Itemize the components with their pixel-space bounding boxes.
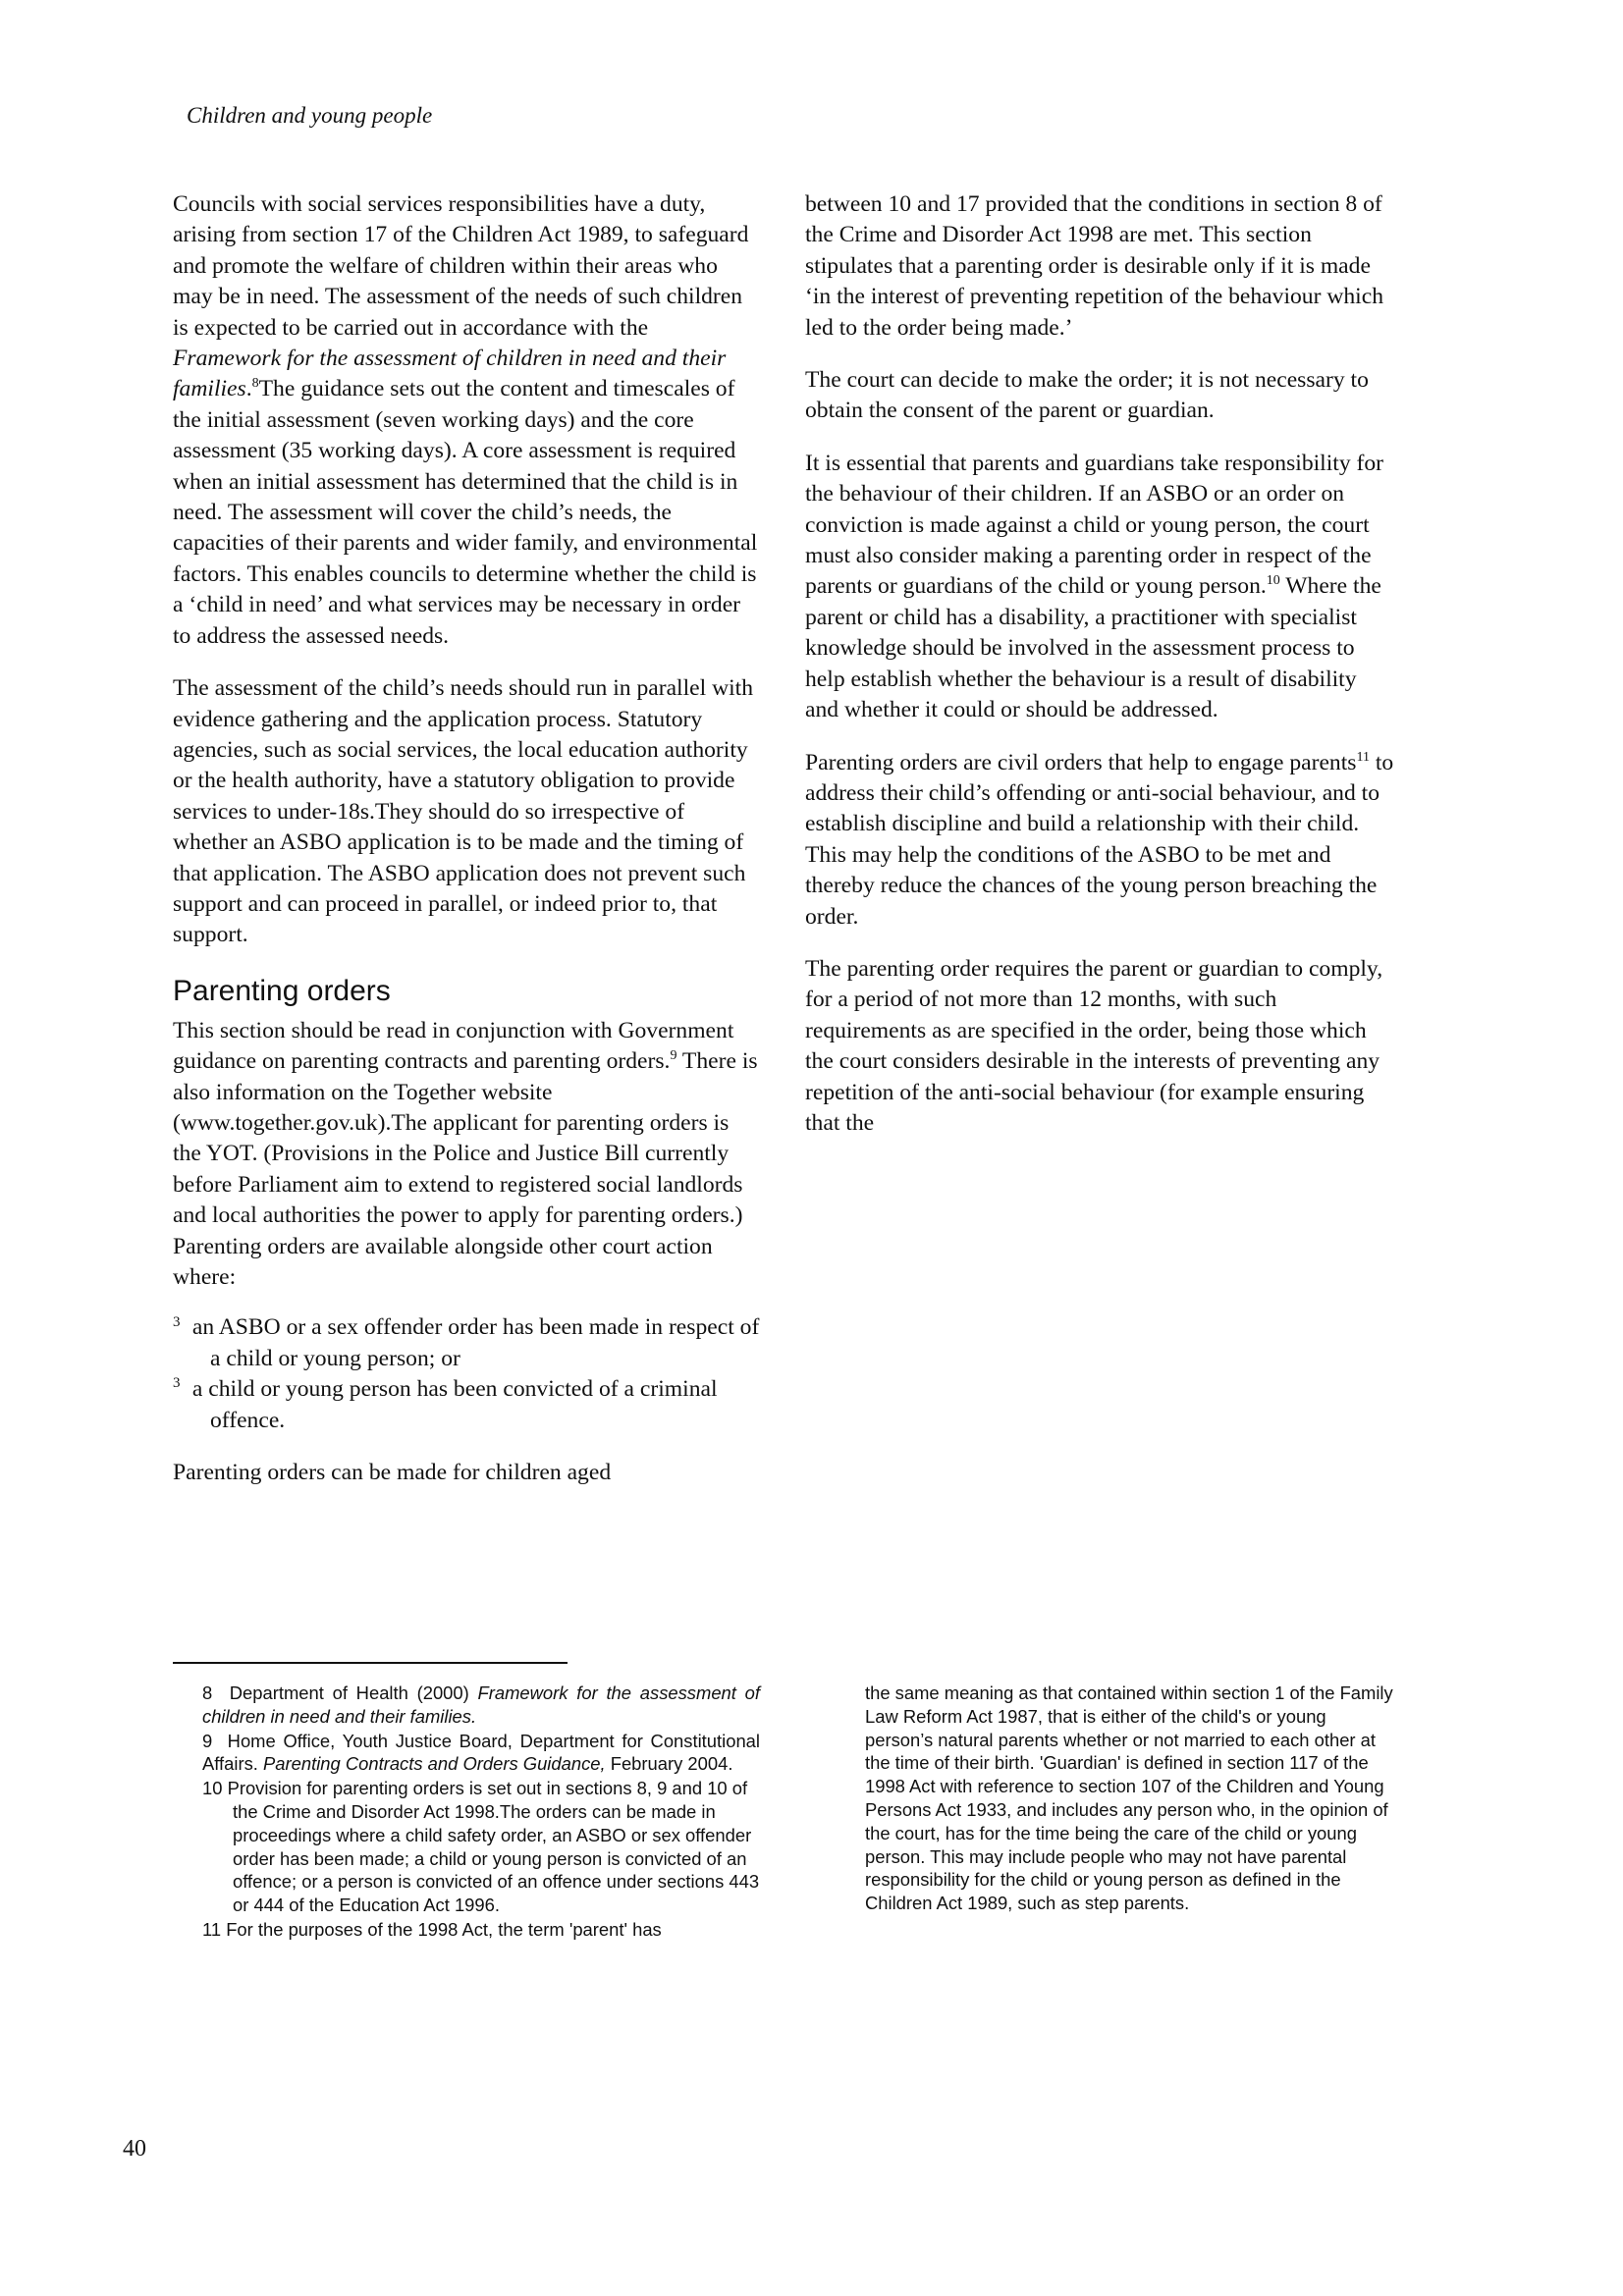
paragraph-parenting-guidance: This section should be read in conjunction with Government guidance on parenting contracts and parenting orders.$^9$ There is also information on the Together website (www.together.gov.uk).The applicant for parenting orders is the YOT. (Provisions in the Police and Justice Bill currently before Parliament aim to extend to registered social landlords and local authorities the power to apply for parenting orders.) Parenting orders are available alongside other court action where: [173, 1017, 758, 1290]
footnotes-left [202, 1682, 760, 1943]
list-item: 3 an ASBO or a sex offender order has been made in respect of a child or young person; or [173, 1313, 760, 1371]
paragraph-order-requirements: The parenting order requires the parent or guardian to comply, for a period of not more than 12 months, with such requirements as are specified in the order, being those which the court considers desirable in the interests of preventing any repetition of the anti-social behaviour (for example ensuring that the [805, 955, 1383, 1136]
footnote-ref-8[interactable]: 8 [251, 376, 259, 392]
paragraph-civil-orders: Parenting orders are civil orders that help to engage parents$^{11}$ to address their child’s offending or anti-social behaviour, and to establish discipline and build a relationship with their child. This may help the conditions of the ASBO to be met and thereby reduce the chances of the young person breaching the order. [805, 749, 1394, 930]
footnote-divider [173, 1662, 568, 1664]
left-column [173, 189, 762, 1510]
footnote-ref-9[interactable]: 9 [670, 1048, 677, 1064]
footnotes-right [865, 1682, 1395, 1916]
footnote-10: 10 Provision for parenting orders is set out in sections 8, 9 and 10 of the Crime and Disorder Act 1998.The orders can be made in proceedings where a child safety order, an ASBO or sex offender order has been made; a child or young person is convicted of an offence; or a person is convicted of an offence under sections 443 or 444 of the Education Act 1996. [202, 1778, 760, 1916]
footnote-ref-11[interactable]: 11 [1356, 749, 1370, 765]
footnote-11: 11 For the purposes of the 1998 Act, the term 'parent' has [202, 1918, 662, 1940]
paragraph-children-aged: Parenting orders can be made for children aged [173, 1460, 612, 1486]
framework-title: Framework for the assessment of children in need and their families [173, 346, 727, 402]
footnote-9: 9 Home Office, Youth Justice Board, Department for Constitutional Affairs. Parenting Contracts and Orders Guidance, February 2004. [202, 1730, 760, 1775]
list-item: 3 a child or young person has been convicted of a criminal offence. [173, 1375, 718, 1433]
footnote-ref-10[interactable]: 10 [1266, 573, 1280, 589]
paragraph-parental-responsibility: It is essential that parents and guardians take responsibility for the behaviour of their children. If an ASBO or an order on conviction is made against a child or young person, the court must also consider making a parenting order in respect of the parents or guardians of the child or young person.$^{10}$ Where the parent or child has a disability, a practitioner with specialist knowledge should be involved in the assessment process to help establish whether the behaviour is a result of disability and whether it could or should be addressed. [805, 450, 1384, 723]
page-number: 40 [123, 2136, 146, 2162]
section-heading-parenting-orders: Parenting orders [173, 974, 391, 1007]
running-header: Children and young people [187, 103, 433, 128]
right-column [805, 189, 1394, 1160]
footnote-8: 8 Department of Health (2000) Framework for the assessment of children in need and their families. [202, 1682, 760, 1727]
paragraph-parallel-assessment: The assessment of the child’s needs should run in parallel with evidence gathering and the application process. Statutory agencies, such as social services, the local education authority or the health authority, have a statutory obligation to provide services to under-18s.They should do so irrespective of whether an ASBO application is to be made and the timing of that application. The ASBO application does not prevent such support and can proceed in parallel, or indeed prior to, that support. [173, 675, 754, 948]
paragraph-court-decision: The court can decide to make the order; it is not necessary to obtain the consent of the parent or guardian. [805, 367, 1369, 424]
court-action-list [173, 1312, 762, 1436]
paragraph-age-conditions: between 10 and 17 provided that the conditions in section 8 of the Crime and Disorder Act 1998 are met. This section stipulates that a parenting order is desirable only if it is made ‘in the interest of preventing repetition of the behaviour which led to the order being made.’ [805, 191, 1384, 341]
paragraph-assessment-duty: Councils with social services responsibilities have a duty, arising from section 17 of the Children Act 1989, to safeguard and promote the welfare of children within their areas who may be in need. The assessment of the needs of such children is expected to be carried out in accordance with the Framework for the assessment of children in need and their families.$^8$The guidance sets out the content and timescales of the initial assessment (seven working days) and the core assessment (35 working days). A core assessment is required when an initial assessment has determined that the child is in need. The assessment will cover the child’s needs, the capacities of their parents and wider family, and environmental factors. This enables councils to determine whether the child is a ‘child in need’ and what services may be necessary in order to address the assessed needs. [173, 191, 758, 649]
footnote-11-continued: the same meaning as that contained within section 1 of the Family Law Reform Act 1987, that is either of the child's or young person’s natural parents whether or not married to each other at the time of their birth. 'Guardian' is defined in section 117 of the 1998 Act with reference to section 107 of the Children and Young Persons Act 1933, and includes any person who, in the opinion of the court, has for the time being the care of the child or young person. This may include people who may not have parental responsibility for the child or young person as defined in the Children Act 1989, such as step parents. [865, 1682, 1393, 1914]
